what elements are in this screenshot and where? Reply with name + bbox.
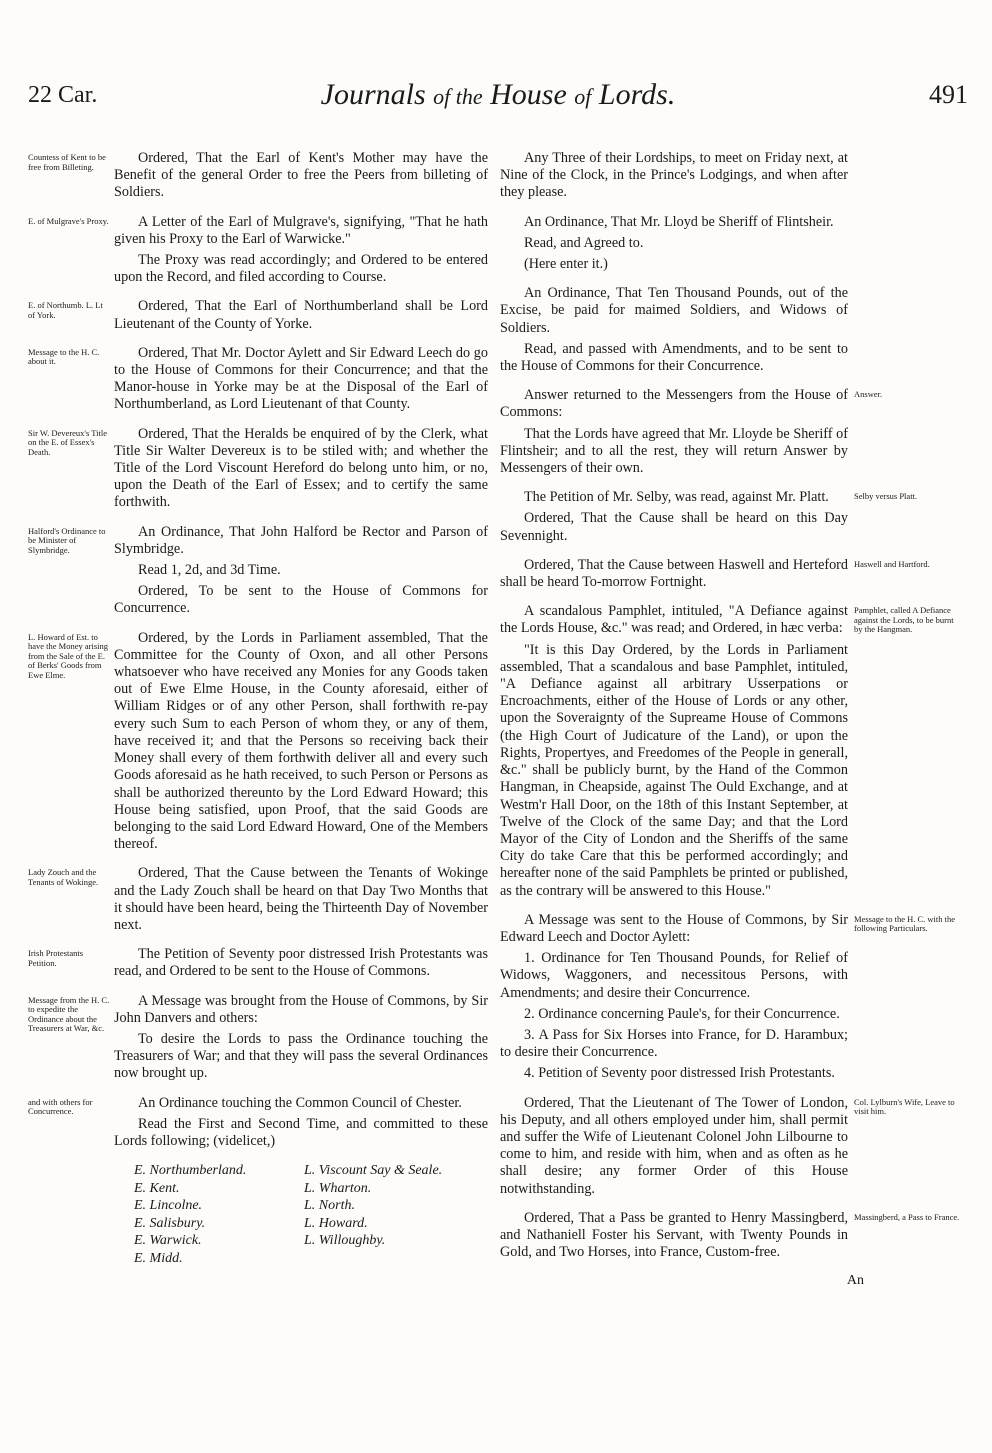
margin-note: and with others for Concurrence. — [28, 1096, 93, 1117]
peer-name: L. Howard. — [304, 1215, 368, 1231]
margin-note: Irish Protestants Petition. — [28, 948, 84, 968]
paragraph: 1. Ordinance for Ten Thousand Pounds, for Relief of Widows, Waggoners, and necessitous Persons, with Amendments; and desire their Concurrence. — [500, 950, 848, 1001]
peer-name: E. Warwick. — [134, 1233, 202, 1249]
entry-text — [114, 630, 488, 858]
paragraph: Answer returned to the Messengers from the House of Commons: — [500, 387, 848, 421]
margin-note — [848, 285, 964, 379]
peer-list — [134, 1162, 304, 1267]
paragraph: Read the First and Second Time, and committed to these Lords following; (videlicet,) — [114, 1115, 488, 1149]
entry — [28, 865, 488, 938]
paragraph: Ordered, That the Earl of Northumberland shall be Lord Lieutenant of the County of Yorke. — [114, 298, 488, 332]
paragraph: Ordered, That the Heralds be enquired of by the Clerk, what Title Sir Walter Devereux is to be stiled with; and whether the Title of the Lord Viscount Hereford do belong unto him, or no, upon the Death of the Earl of Essex; and to certify the same forthwith. — [114, 425, 488, 511]
margin-note: Message to the H. C. about it. — [28, 346, 100, 367]
paragraph: "It is this Day Ordered, by the Lords in Parliament assembled, That a scandalous and base Pamphlet, intituled, "A Defiance against all arbitrary Usserpations or Encroachments, either of the House of Lords or any other, upon the Soveraignty of the Supreame House of Commons (the High Court of Judicature of the Land), or upon the Rights, Propertyes, and Freedomes of the People in generall, &c." shall be publicly burnt, by the Hand of the Common Hangman, in Cheapside, against The Ould Exchange, and at Westm'r Hall Door, on the 18th of this Instant September, at Twelve of the Clock of the same Day; and that the Lord Mayor of the City of London and the Sheriffs of the same City do take Care that this be performed accordingly; and hereafter none of the said Pamphlets be printed or published, as the contrary will be answered to this House." — [500, 641, 848, 899]
peer-name: L. Viscount Say & Seale. — [304, 1163, 443, 1179]
paragraph: The Petition of Seventy poor distressed Irish Protestants was read, and Ordered to be sent to the House of Commons. — [114, 946, 488, 980]
entry — [500, 214, 964, 278]
entry-text — [114, 150, 488, 206]
paragraph: The Proxy was read accordingly; and Ordered to be entered upon the Record, and filed according to Course. — [114, 252, 488, 286]
peer-name: L. North. — [304, 1198, 355, 1214]
entry — [500, 603, 964, 903]
paragraph: That the Lords have agreed that Mr. Lloyde be Sheriff of Flintsheir; and to all the rest, they will return Answer by Messengers of their own. — [500, 425, 848, 477]
margin-note — [848, 214, 964, 278]
entry — [500, 557, 964, 595]
paragraph: 3. A Pass for Six Horses into France, for D. Harambux; to desire their Concurrence. — [500, 1026, 848, 1061]
entry — [500, 489, 964, 549]
margin-note: Answer. — [854, 389, 883, 400]
entry-text — [114, 1095, 488, 1155]
margin-note: Countess of Kent to be free from Billeting. — [28, 152, 106, 172]
entry — [28, 298, 488, 336]
paragraph: Ordered, That the Cause shall be heard on this Day Sevennight. — [500, 510, 848, 544]
paragraph: Read 1, 2d, and 3d Time. — [138, 562, 281, 579]
entry — [28, 630, 488, 858]
margin-note: Col. Lylburn's Wife, Leave to visit him. — [854, 1096, 955, 1117]
page-number: 491 — [929, 80, 968, 109]
margin-note: Message to the H. C. with the following Particulars. — [854, 913, 956, 934]
margin-note: Haswell and Hartford. — [854, 558, 930, 569]
right-column — [500, 150, 964, 1289]
entry-text — [500, 150, 848, 206]
entry — [28, 1095, 488, 1155]
paragraph: Ordered, To be sent to the House of Commons for Concurrence. — [114, 583, 488, 617]
peer-name: L. Willoughby. — [304, 1233, 386, 1249]
margin-note: Message from the H. C. to expedite the Ordinance about the Treasurers at War, &c. — [28, 994, 110, 1034]
margin-note: L. Howard of Est. to have the Money arising from the Sale of the E. of Berks' Goods from Ewe Elme. — [28, 631, 109, 680]
peer-list — [304, 1162, 474, 1267]
paragraph: An Ordinance, That Mr. Lloyd be Sheriff of Flintsheir. — [524, 213, 834, 230]
entry — [28, 150, 488, 206]
paragraph: Read, and passed with Amendments, and to be sent to the House of Commons for their Concurrence. — [500, 340, 848, 375]
running-head-left: 22 Car. — [28, 82, 98, 108]
peer-name: E. Kent. — [134, 1180, 180, 1196]
margin-note: Lady Zouch and the Tenants of Wokinge. — [28, 867, 99, 887]
peer-name: E. Midd. — [134, 1250, 183, 1266]
entry — [28, 946, 488, 984]
paragraph: (Here enter it.) — [524, 256, 608, 273]
margin-note: Selby versus Platt. — [854, 491, 918, 502]
entry — [500, 150, 964, 206]
paragraph: Ordered, That the Cause between the Tenants of Wokinge and the Lady Zouch shall be heard on that Day Two Months that it should have been heard, being the Thirteenth Day of November next. — [114, 865, 488, 933]
entry-text — [114, 524, 488, 622]
entry-text — [500, 1210, 848, 1266]
entry-text — [500, 557, 848, 595]
paragraph: A scandalous Pamphlet, intituled, "A Defiance against the Lords House, &c." was read; and Ordered, in hæc verba: — [500, 603, 848, 637]
entry-text — [114, 946, 488, 984]
margin-note: Halford's Ordinance to be Minister of Slymbridge. — [28, 525, 106, 555]
catchword: An — [846, 1273, 864, 1289]
paragraph: Ordered, by the Lords in Parliament assembled, That the Committee for the County of Oxon, and all other Persons whatsoever who have received any Monies for any Goods taken out of Ewe Elme House, in the County aforesaid, either of William Ridges or of any other Person, shall forthwith re-pay every such Sum to each Person of whom they, or any of them, have received it; and that the Persons so receiving back their Money shall every of them forthwith deliver all and every such Goods aforesaid as he hath received, to such Person or Persons as shall be authorized thereunto by the Lord Edward Howard; this House being satisfied, upon Proof, that the said Goods are belonging to the said Lord Edward Howard, One of the Members thereof. — [114, 629, 488, 853]
entry-text — [500, 214, 848, 278]
page-title: Journals of the House of Lords. — [320, 78, 676, 111]
entry-text — [114, 993, 488, 1087]
margin-note — [848, 150, 964, 206]
entry-text — [500, 285, 848, 379]
entry-text — [114, 426, 488, 516]
paragraph: To desire the Lords to pass the Ordinance touching the Treasurers of War; and that they will pass the several Ordinances now brought up. — [114, 1030, 488, 1082]
peer-name: E. Lincolne. — [134, 1198, 203, 1214]
paragraph: 2. Ordinance concerning Paule's, for their Concurrence. — [524, 1005, 840, 1022]
paragraph: Read, and Agreed to. — [524, 234, 644, 251]
paragraph: An Ordinance, That Ten Thousand Pounds, out of the Excise, be paid for maimed Soldiers, and Widows of Soldiers. — [500, 285, 848, 336]
peer-name: E. Northumberland. — [134, 1163, 247, 1179]
margin-note: E. of Mulgrave's Proxy. — [28, 215, 109, 226]
entry — [28, 214, 488, 291]
entry-text — [114, 298, 488, 336]
paragraph: Ordered, That Mr. Doctor Aylett and Sir Edward Leech do go to the House of Commons for their Concurrence; and that the Manor-house in Yorke may be at the Disposal of the Earl of Northumberland, as Lord Lieutenant of that County. — [114, 344, 488, 413]
entry-text — [500, 1095, 848, 1202]
paragraph: Ordered, That a Pass be granted to Henry Massingberd, and Nathaniell Foster his Servant, with Twenty Pounds in Gold, and Two Horses, into France, Custom-free. — [500, 1209, 848, 1261]
margin-note: Pamphlet, called A Defiance against the Lords, to be burnt by the Hangman. — [854, 605, 954, 635]
peer-name: E. Salisbury. — [134, 1215, 206, 1231]
entry-text — [114, 214, 488, 291]
peer-name: L. Wharton. — [304, 1180, 372, 1196]
entry-text — [500, 603, 848, 903]
entry — [500, 1095, 964, 1202]
entry — [28, 524, 488, 622]
entry — [500, 387, 964, 481]
entry-text — [114, 865, 488, 938]
paragraph: Ordered, That the Lieutenant of The Tower of London, his Deputy, and all others employed under him, shall permit and suffer the Wife of Lieutenant Colonel John Lilbourne to come to him, and reside with him, when and as often as he shall desire; any former Order of this House notwithstanding. — [500, 1094, 848, 1197]
left-column — [28, 150, 488, 1267]
entry — [500, 285, 964, 379]
paragraph: A Message was brought from the House of Commons, by Sir John Danvers and others: — [114, 992, 488, 1026]
entry — [500, 1210, 964, 1266]
entry — [28, 993, 488, 1087]
entry — [28, 426, 488, 516]
entry-text — [500, 387, 848, 481]
paragraph: Ordered, That the Cause between Haswell and Herteford shall be heard To-morrow Fortnight. — [500, 556, 848, 591]
entry — [28, 345, 488, 418]
committee-list — [110, 1162, 488, 1267]
paragraph: The Petition of Mr. Selby, was read, against Mr. Platt. — [524, 489, 829, 506]
entry-text — [500, 489, 848, 549]
paragraph: An Ordinance, That John Halford be Rector and Parson of Slymbridge. — [114, 523, 488, 557]
entry-text — [114, 345, 488, 418]
paragraph: 4. Petition of Seventy poor distressed Irish Protestants. — [524, 1065, 835, 1082]
margin-note: Massingberd, a Pass to France. — [854, 1211, 960, 1222]
paragraph: Ordered, That the Earl of Kent's Mother may have the Benefit of the general Order to free the Peers from billeting of Soldiers. — [114, 150, 488, 201]
page-header — [28, 78, 968, 118]
margin-note: E. of Northumb. L. Lt of York. — [28, 300, 103, 320]
entry — [500, 912, 964, 1087]
paragraph: A Letter of the Earl of Mulgrave's, signifying, "That he hath given his Proxy to the Earl of Warwicke." — [114, 213, 488, 247]
paragraph: A Message was sent to the House of Commons, by Sir Edward Leech and Doctor Aylett: — [500, 911, 848, 945]
margin-note: Sir W. Devereux's Title on the E. of Essex's Death. — [28, 427, 107, 457]
entry-text — [500, 912, 848, 1087]
paragraph: Any Three of their Lordships, to meet on Friday next, at Nine of the Clock, in the Prince's Lodgings, and when after they please. — [500, 150, 848, 201]
paragraph: An Ordinance touching the Common Council of Chester. — [138, 1094, 462, 1111]
